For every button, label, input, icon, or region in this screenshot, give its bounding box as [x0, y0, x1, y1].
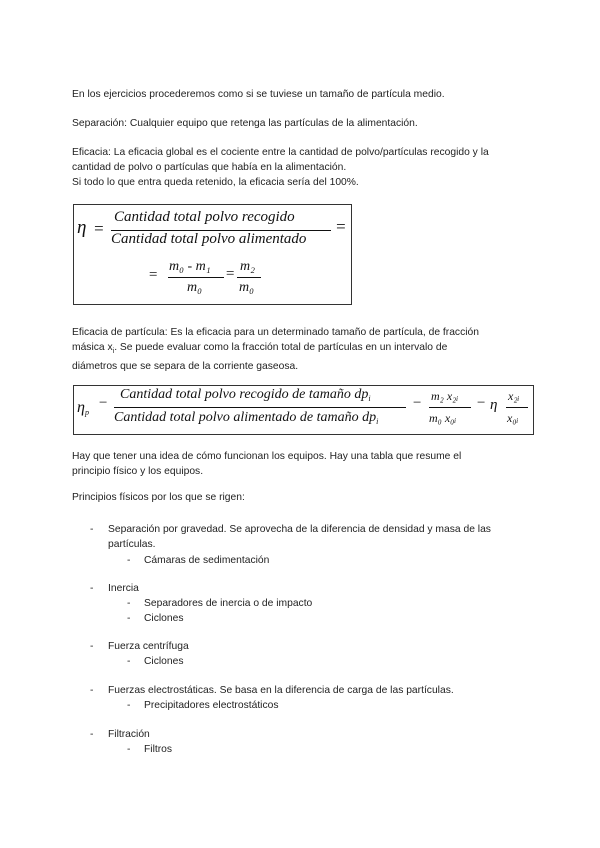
formula2-eta: η: [490, 397, 498, 413]
formula2-minus-1: −: [98, 395, 109, 411]
global-efficiency-formula: [73, 204, 352, 305]
particula-line-3: diámetros que se separa de la corriente gaseosa.: [72, 361, 299, 372]
list-item-electrostaticas: Fuerzas electrostáticas. Se basa en la diferencia de carga de las partículas.: [108, 685, 454, 696]
list-bullet: -: [90, 524, 94, 535]
formula2-frac2-denominator: m₀ x₀ᵢ: [429, 411, 457, 425]
sub-bullet: -: [127, 656, 131, 667]
particula-line-2-a: másica x: [72, 342, 113, 353]
formula1-frac2-numerator: m₀ - m₁: [169, 259, 211, 274]
list-bullet: -: [90, 641, 94, 652]
formula2-numerator: [120, 387, 371, 406]
particula-line-2: [72, 340, 532, 359]
separacion-text: Separación: Cualquier equipo que retenga las partículas de la alimentación.: [72, 118, 418, 129]
particula-line-2-sub: i: [112, 348, 115, 355]
sub-bullet: -: [127, 700, 131, 711]
sub-item-separadores: Separadores de inercia o de impacto: [144, 598, 313, 609]
formula1-row2-equals: =: [148, 267, 159, 283]
list-bullet: -: [90, 729, 94, 740]
principios-text: Principios físicos por los que se rigen:: [72, 492, 245, 503]
formula1-equals: =: [93, 219, 105, 238]
formula2-frac3-bar: [506, 407, 528, 408]
sub-item-ciclones-2: Ciclones: [144, 656, 184, 667]
formula2-fraction-bar: [114, 407, 406, 408]
sub-item-precipitadores: Precipitadores electrostáticos: [144, 700, 279, 711]
formula2-numerator-sub: i: [368, 394, 371, 403]
list-item-inercia: Inercia: [108, 583, 139, 594]
list-bullet: -: [90, 685, 94, 696]
separacion-paragraph: [72, 116, 532, 131]
formula1-frac2-denominator: m₀: [187, 280, 202, 295]
eficacia-paragraph: [72, 145, 532, 190]
formula2-frac2-numerator: m₂ x₂ᵢ: [431, 389, 459, 403]
formula2-frac3-numerator: x₂ᵢ: [508, 389, 520, 403]
eficacia-line-1: Eficacia: La eficacia global es el cociente entre la cantidad de polvo/partículas recogido y la: [72, 147, 489, 158]
formula1-frac3-numerator: m₂: [240, 259, 255, 274]
formula2-minus-2: −: [412, 395, 423, 411]
sub-bullet: -: [127, 598, 131, 609]
formula1-trailing-equals: =: [335, 217, 347, 236]
sub-bullet: -: [127, 613, 131, 624]
formula2-frac2-bar: [429, 407, 471, 408]
equipos-paragraph: [72, 449, 532, 479]
intro-paragraph: [72, 87, 532, 102]
list-item-filtracion: Filtración: [108, 729, 150, 740]
formula2-eta-p-sub: p: [84, 408, 89, 417]
formula1-eta: η: [77, 217, 87, 238]
formula2-frac3-denominator: x₀ᵢ: [507, 411, 519, 425]
sub-item-camaras: Cámaras de sedimentación: [144, 555, 270, 566]
formula1-frac2-bar: [168, 277, 224, 278]
formula2-minus-3: −: [476, 395, 487, 411]
particula-line-2-b: . Se puede evaluar como la fracción total de partículas en un intervalo de: [114, 342, 448, 353]
particula-line-1: Eficacia de partícula: Es la eficacia para un determinado tamaño de partícula, de fracción: [72, 327, 479, 338]
principios-paragraph: [72, 490, 532, 505]
eficacia-line-3: Si todo lo que entra queda retenido, la eficacia sería del 100%.: [72, 177, 359, 188]
sub-item-filtros: Filtros: [144, 744, 173, 755]
equipos-line-1: Hay que tener una idea de cómo funcionan los equipos. Hay una tabla que resume el: [72, 451, 462, 462]
formula2-eta-p-symbol: η: [77, 399, 85, 416]
particula-paragraph: [72, 325, 532, 374]
list-item-centrifuga: Fuerza centrífuga: [108, 641, 189, 652]
formula1-mid-equals: =: [225, 266, 236, 282]
list-bullet: -: [90, 583, 94, 594]
formula1-frac3-denominator: m₀: [239, 280, 254, 295]
list-item-gravedad-cont: partículas.: [108, 539, 156, 550]
equipos-line-2: principio físico y los equipos.: [72, 466, 204, 477]
list-item-gravedad: Separación por gravedad. Se aprovecha de la diferencia de densidad y masa de las: [108, 524, 491, 535]
particle-efficiency-formula: [73, 385, 534, 435]
formula2-denominator: [114, 410, 378, 429]
formula2-numerator-text: Cantidad total polvo recogido de tamaño dp: [120, 387, 369, 402]
formula1-numerator: Cantidad total polvo recogido: [114, 209, 295, 225]
formula2-denominator-sub: i: [376, 417, 379, 426]
eficacia-line-2: cantidad de polvo o partículas que había en la alimentación.: [72, 162, 347, 173]
sub-item-ciclones: Ciclones: [144, 613, 184, 624]
sub-bullet: -: [127, 555, 131, 566]
formula2-denominator-text: Cantidad total polvo alimentado de tamaño dp: [114, 410, 377, 425]
formula2-eta-p: [77, 400, 89, 420]
formula1-frac3-bar: [237, 277, 261, 278]
sub-bullet: -: [127, 744, 131, 755]
intro-text: En los ejercicios procederemos como si se tuviese un tamaño de partícula medio.: [72, 89, 445, 100]
formula1-denominator: Cantidad total polvo alimentado: [111, 231, 307, 247]
